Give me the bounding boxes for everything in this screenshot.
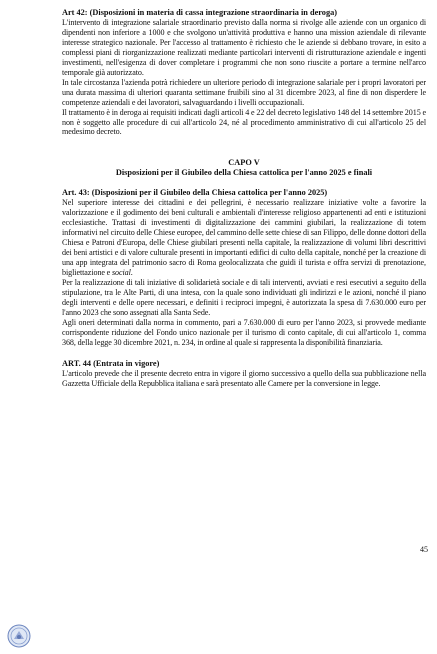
chapter-title: Disposizioni per il Giubileo della Chiesa cattolica per l'anno 2025 e finali <box>115 168 373 178</box>
article-44-title: ART. 44 (Entrata in vigore) <box>62 358 160 368</box>
article-43-italic-word: social <box>111 268 131 278</box>
article-43-paragraph-2: Per la realizzazione di tali iniziative di solidarietà sociale e di tali interventi, avviati e resi esecutivi a seguito della stipulazione, tra le Alte Parti, di una intesa, con la quale sono individuati gli indirizzi e le azioni, nonché il piano degli interventi e delle opere necessari, e definiti i reciproci impegni, è autorizzata la spesa di 7.630.000 euro per l'anno 2023 che sono assegnati alla Santa Sede. <box>62 278 426 317</box>
article-43-title: Art. 43: (Disposizioni per il Giubileo della Chiesa cattolica per l'anno 2025) <box>62 188 328 198</box>
article-42-paragraph-2: In tale circostanza l'azienda potrà richiedere un ulteriore periodo di integrazione salariale per i propri lavoratori per una durata massima di ulteriori quaranta settimane fruibili sino al 31 dicembre 2023, al fine di non disperdere le competenze aziendali e dei lavoratori, salvaguardando i livelli occupazionali. <box>62 77 426 107</box>
article-44-paragraph-1: L'articolo prevede che il presente decreto entra in vigore il giorno successivo a quello della sua pubblicazione nella Gazzetta Ufficiale della Repubblica italiana e sarà presentato alle Camere per la conversione in legge. <box>62 368 426 388</box>
page-number: 45 <box>420 545 428 554</box>
senate-seal-icon <box>7 624 31 648</box>
article-42-title: Art 42: (Disposizioni in materia di cassa integrazione straordinaria in deroga) <box>62 8 338 17</box>
article-42-paragraph-1: L'intervento di integrazione salariale straordinario previsto dalla norma si rivolge alle aziende con un organico di dipendenti non inferiore a 1000 e che svolgono un'attività produttiva e hanno una mission aziendale di rilevante interesse strategico nazionale. Per l'accesso al trattamento è richiesto che le aziende si debbano trovare, in esito a complessi piani di riorganizzazione realizzati mediante particolari interventi di ristrutturazione aziendale e ingenti investimenti, nell'esigenza di dover completare i programmi che non sono riuscite a portare a termine nell'arco temporale già autorizzato. <box>62 18 426 77</box>
document-page <box>62 8 426 389</box>
article-42-paragraph-3: Il trattamento è in deroga ai requisiti indicati dagli articoli 4 e 22 del decreto legislativo 148 del 14 settembre 2015 e non è soggetto alle procedure di cui all'articolo 24, né al procedimento amministrativo di cui all'articolo 25 del medesimo decreto. <box>62 107 426 137</box>
chapter-number: CAPO V <box>228 158 260 168</box>
article-43-paragraph-3: Agli oneri determinati dalla norma in commento, pari a 7.630.000 di euro per l'anno 2023, si provvede mediante corrispondente riduzione del Fondo unico nazionale per il turismo di conto capitale, di cui all'articolo 1, comma 368, della legge 30 dicembre 2021, n. 234, in ordine al quale si rappresenta la disponibilità finanziaria. <box>62 317 426 347</box>
article-43-paragraph-1 <box>62 198 426 278</box>
article-43-paragraph-1-end: . <box>130 268 133 278</box>
article-43-paragraph-1-text: Nel superiore interesse dei cittadini e dei pellegrini, è necessario realizzare iniziative volte a favorire la valorizzazione e il godimento dei beni culturali e ambientali d'interesse religioso appartenenti ad enti e istituzioni ecclesiastiche. Trattasi di investimenti di digitalizzazione dei cammini giubilari, la realizzazione di totem informativi nel circuito delle Chiese europee, del cammino delle sette chiese di san Filippo, delle donne dottori della Chiesa e Patroni d'Europa, delle Chiese giubilari presenti nella capitale, la realizzazione di volumi libri descrittivi dei beni artistici e di valore culturale presenti in importanti edifici di culto della capitale, nonché per la creazione di una app integrata del patrimonio sacro di Roma geolocalizzata che guidi il turista e offra servizi di prenotazione, bigliettazione e <box>62 198 427 278</box>
